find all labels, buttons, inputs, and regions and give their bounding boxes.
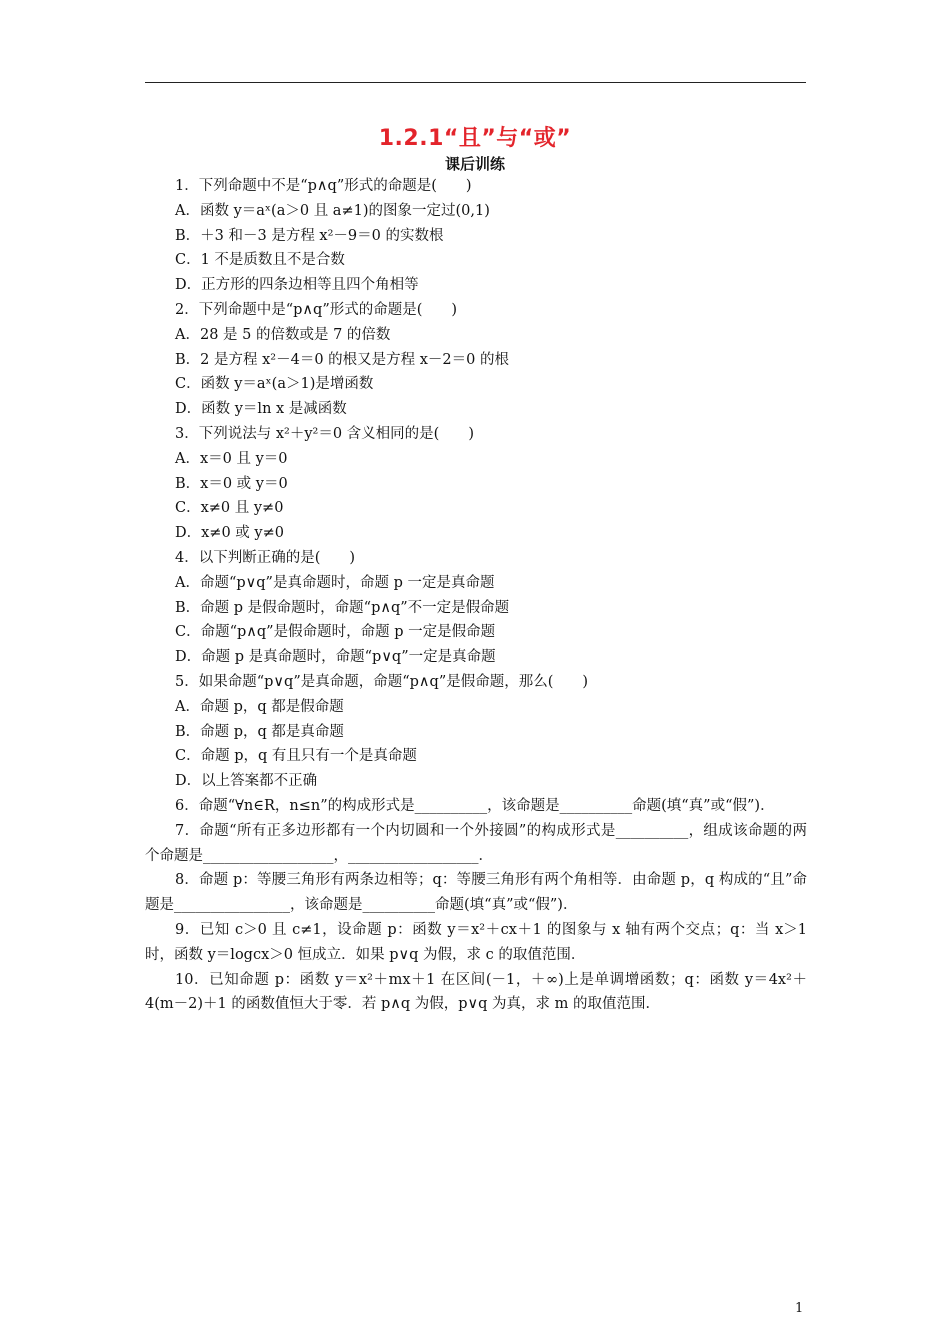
question-7: 7．命题“所有正多边形都有一个内切圆和一个外接圆”的构成形式是__________，组成该命题的两个命题是__________________，__________________． [145,822,807,864]
option-5c: C．命题 p，q 有且只有一个是真命题 [175,748,417,765]
option-4d: D．命题 p 是真命题时，命题“p∨q”一定是真命题 [175,649,496,666]
question-2: 2．下列命题中是“p∧q”形式的命题是( ) [175,301,458,318]
page-title: 1.2.1“且”与“或” [378,126,572,151]
option-3d: D．x≠0 或 y≠0 [175,525,284,542]
option-5b: B．命题 p，q 都是真命题 [175,723,344,740]
page-number: 1 [795,1301,804,1316]
option-1c: C．1 不是质数且不是合数 [175,252,345,269]
option-5d: D．以上答案都不正确 [175,773,318,790]
question-5: 5．如果命题“p∨q”是真命题，命题“p∧q”是假命题，那么( ) [175,673,589,690]
option-1d: D．正方形的四条边相等且四个角相等 [175,277,419,294]
question-10: 10．已知命题 p：函数 y＝x²＋mx＋1 在区间(－1，＋∞)上是单调增函数；q：函数 y＝4x²＋4(m－2)＋1 的函数值恒大于零．若 p∧q 为假，p∨q 为真，求 m 的取值范围． [145,971,807,1013]
option-2d: D．函数 y＝ln x 是减函数 [175,401,347,418]
question-8: 8．命题 p：等腰三角形有两条边相等；q：等腰三角形有两个角相等．由命题 p，q 构成的“且”命题是________________，该命题是__________命题(填“真”或“假”)． [145,872,807,914]
option-1a: A．函数 y＝aˣ(a＞0 且 a≠1)的图象一定过(0,1) [175,202,490,219]
exercise-body [145,174,807,1017]
question-6: 6．命题“∀n∈R，n≤n”的构成形式是__________，该命题是__________命题(填“真”或“假”)． [175,797,775,814]
question-1: 1．下列命题中不是“p∧q”形式的命题是( ) [175,178,472,194]
option-2a: A．28 是 5 的倍数或是 7 的倍数 [175,326,391,343]
question-9: 9．已知 c＞0 且 c≠1，设命题 p：函数 y＝x²＋cx＋1 的图象与 x 轴有两个交点；q：当 x＞1 时，函数 y＝logcx＞0 恒成立．如果 p∨q 为假，求 c 的取值范围． [145,921,807,963]
header-rule [145,82,806,83]
option-4a: A．命题“p∨q”是真命题时，命题 p 一定是真命题 [175,574,495,591]
option-1b: B．＋3 和－3 是方程 x²－9＝0 的实数根 [175,227,444,244]
option-4c: C．命题“p∧q”是假命题时，命题 p 一定是假命题 [175,624,496,641]
option-2c: C．函数 y＝aˣ(a＞1)是增函数 [175,376,374,393]
option-4b: B．命题 p 是假命题时，命题“p∧q”不一定是假命题 [175,599,510,616]
option-2b: B．2 是方程 x²－4＝0 的根又是方程 x－2＝0 的根 [175,351,509,368]
option-3b: B．x＝0 或 y＝0 [175,475,288,492]
option-3c: C．x≠0 且 y≠0 [175,500,284,517]
question-4: 4．以下判断正确的是( ) [175,549,356,566]
section-subtitle: 课后训练 [444,155,505,173]
option-3a: A．x＝0 且 y＝0 [175,450,288,467]
option-5a: A．命题 p，q 都是假命题 [175,698,344,715]
question-3: 3．下列说法与 x²＋y²＝0 含义相同的是( ) [175,425,474,442]
